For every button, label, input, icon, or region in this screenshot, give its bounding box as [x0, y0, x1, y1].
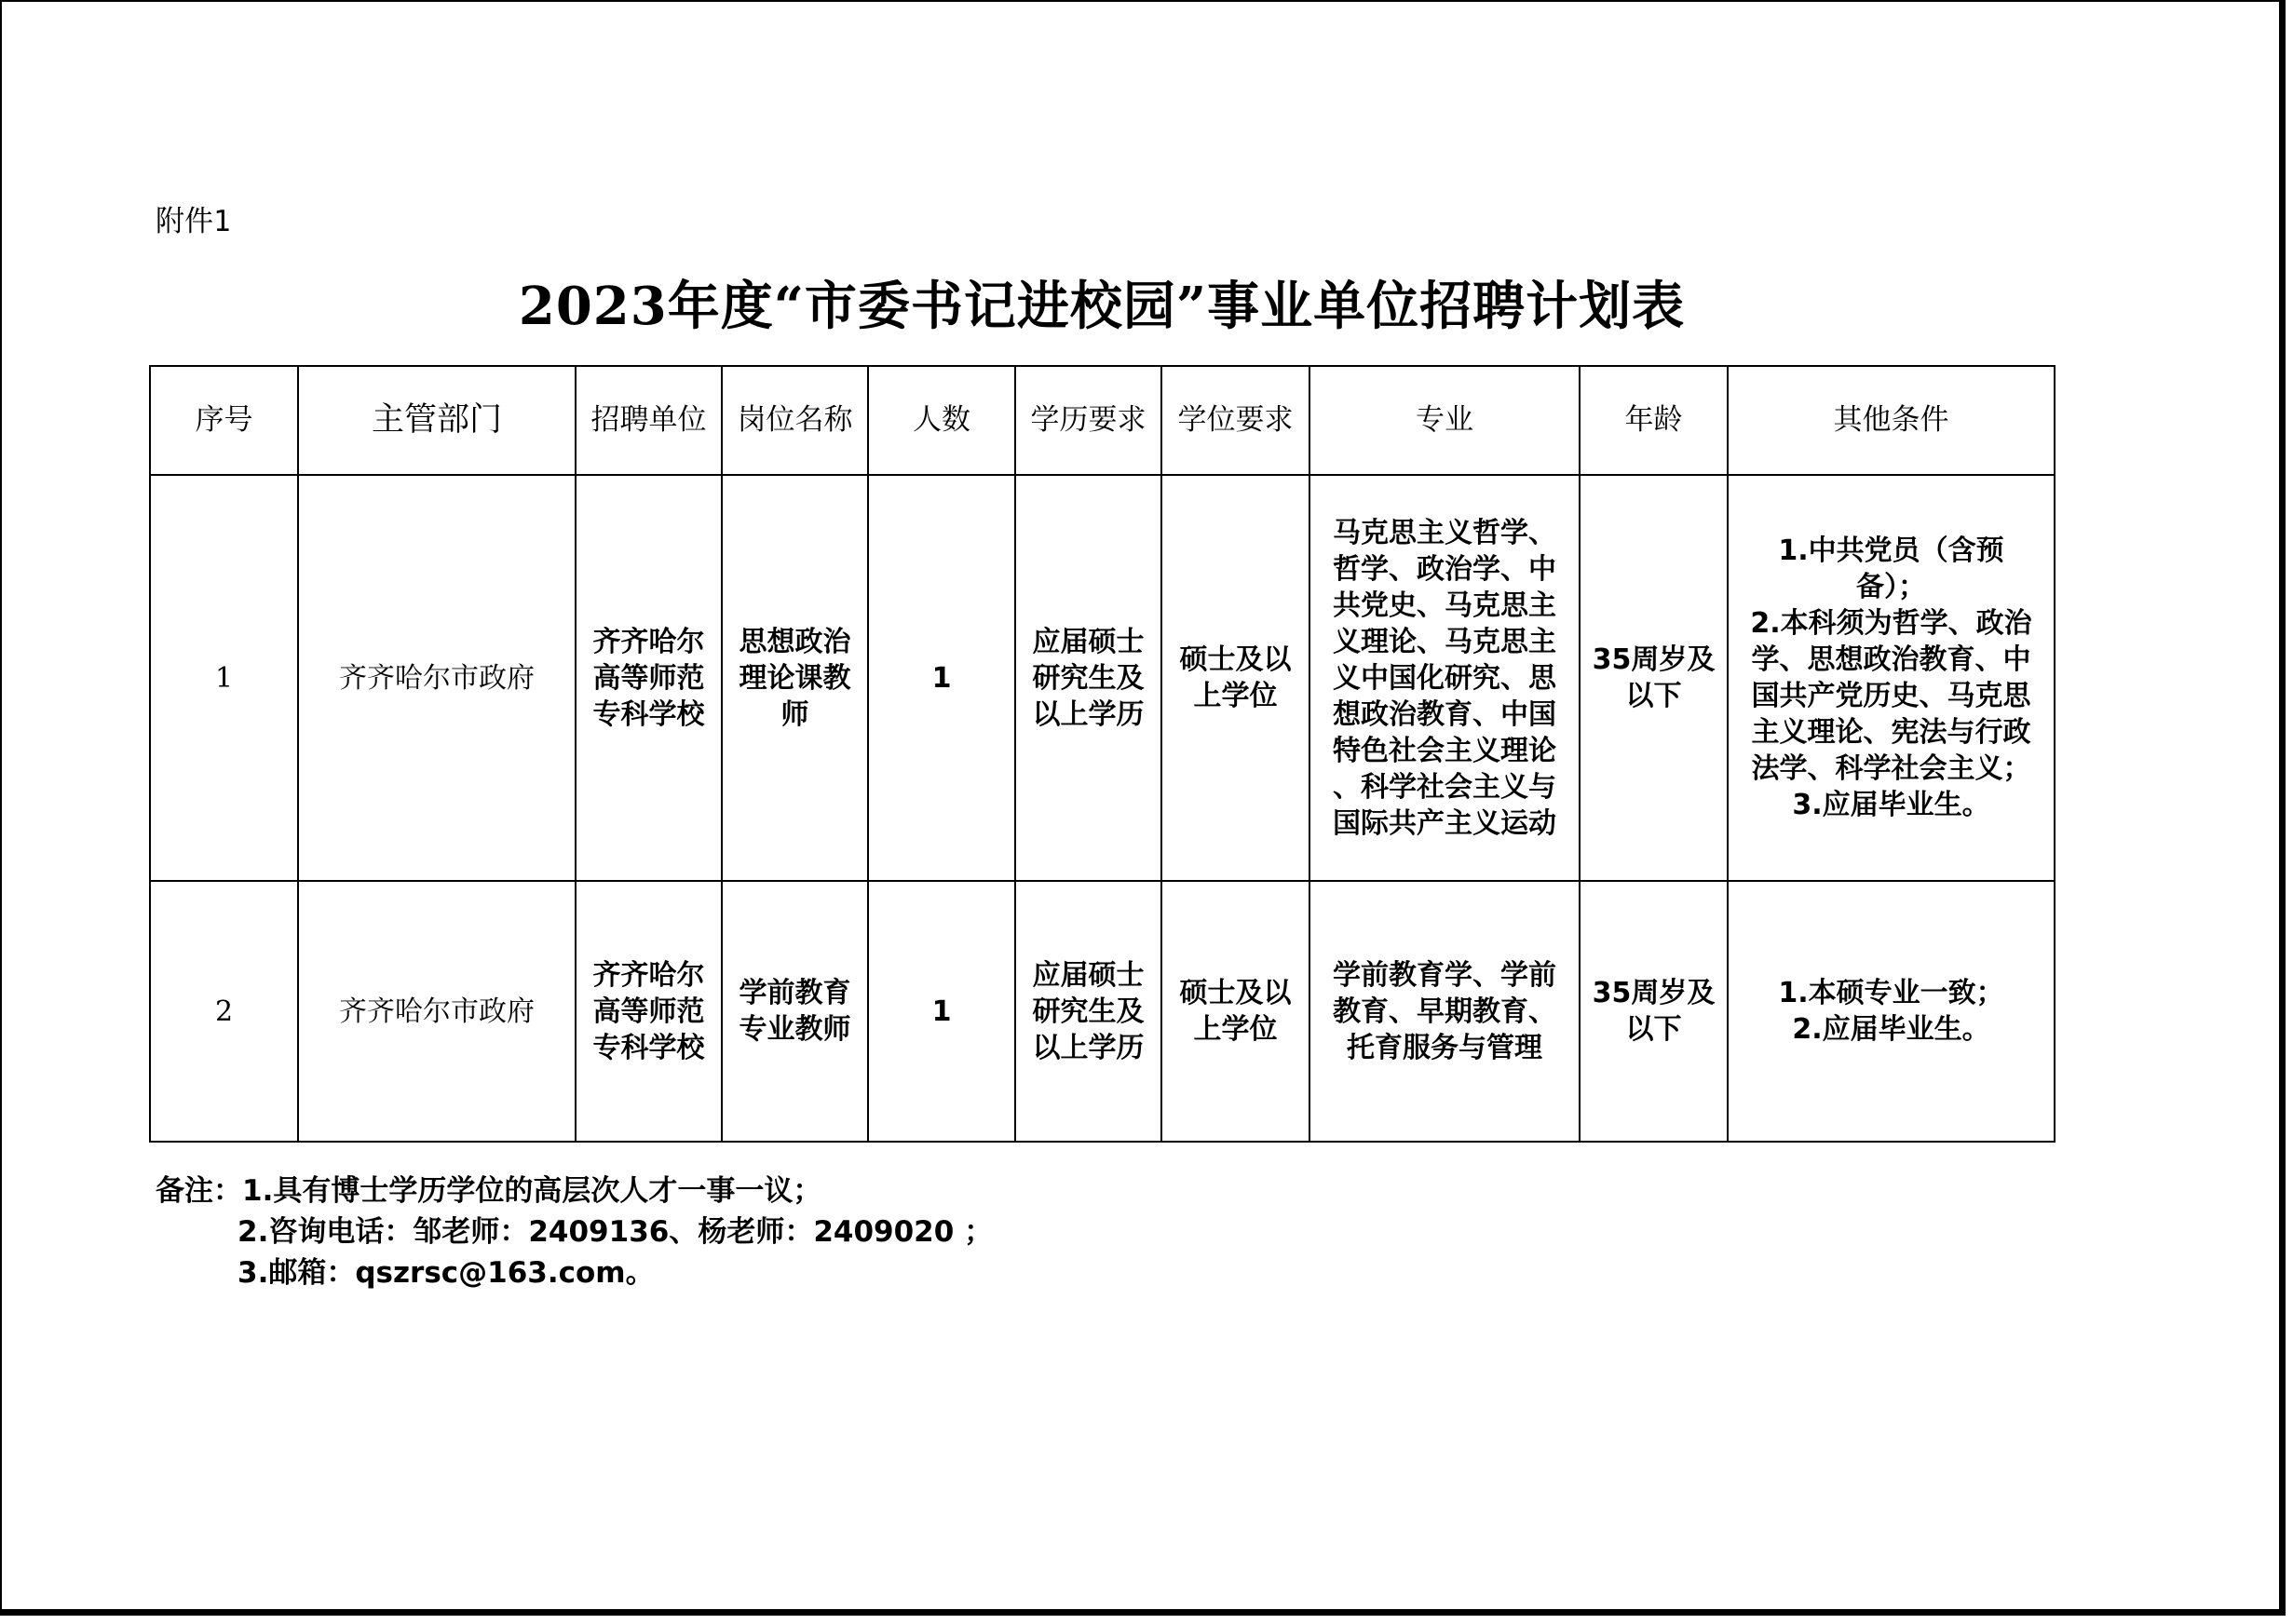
age-line: 35周岁及	[1592, 643, 1716, 676]
degree-cell	[1161, 881, 1309, 1142]
attachment-label: 附件1	[156, 205, 231, 238]
note-line	[156, 1171, 993, 1211]
major-line: 义中国化研究、思	[1333, 661, 1556, 695]
unit-line: 专科学校	[592, 697, 705, 731]
major-line: 共党史、马克思主	[1333, 589, 1556, 622]
header-cell: 学位要求	[1161, 366, 1309, 475]
education-line: 以上学历	[1032, 1031, 1145, 1064]
education-line: 研究生及	[1032, 661, 1145, 695]
position-cell	[722, 881, 868, 1142]
condition-line: 主义理论、宪法与行政	[1751, 716, 2031, 749]
degree-line: 上学位	[1193, 680, 1278, 712]
department-cell: 齐齐哈尔市政府	[298, 881, 576, 1142]
condition-line: 3.应届毕业生。	[1792, 789, 1990, 821]
unit-line: 高等师范	[592, 995, 705, 1028]
condition-line: 2.应届毕业生。	[1792, 1013, 1990, 1046]
condition-line: 国共产党历史、马克思	[1751, 680, 2031, 712]
condition-line: 1.本硕专业一致；	[1778, 977, 2004, 1009]
education-cell	[1015, 475, 1161, 881]
degree-line: 上学位	[1193, 1013, 1278, 1046]
header-cell: 岗位名称	[722, 366, 868, 475]
condition-line: 备）；	[1856, 571, 1926, 603]
position-line: 思想政治	[739, 625, 851, 658]
unit-cell	[576, 881, 722, 1142]
unit-line: 高等师范	[592, 661, 705, 695]
table-row	[150, 475, 2055, 881]
notes-prefix: 备注：	[156, 1174, 242, 1208]
unit-cell	[576, 475, 722, 881]
notes-section	[156, 1171, 993, 1293]
note-item: 1.具有博士学历学位的高层次人才一事一议；	[242, 1174, 822, 1208]
degree-cell	[1161, 475, 1309, 881]
header-cell: 招聘单位	[576, 366, 722, 475]
condition-line: 1.中共党员（含预	[1778, 535, 2004, 567]
condition-line: 法学、科学社会主义；	[1751, 752, 2031, 785]
row-index: 1	[150, 475, 298, 881]
major-line: 托育服务与管理	[1347, 1031, 1542, 1064]
header-cell: 学历要求	[1015, 366, 1161, 475]
table-row	[150, 881, 2055, 1142]
education-cell	[1015, 881, 1161, 1142]
header-cell: 人数	[868, 366, 1015, 475]
age-line: 35周岁及	[1592, 977, 1716, 1009]
condition-line: 学、思想政治教育、中	[1751, 643, 2031, 676]
recruitment-plan-table	[149, 365, 2056, 1143]
age-line: 以下	[1625, 680, 1682, 712]
position-line: 师	[780, 697, 809, 731]
header-cell: 其他条件	[1728, 366, 2055, 475]
position-cell	[722, 475, 868, 881]
header-cell: 专业	[1309, 366, 1580, 475]
major-line: 特色社会主义理论	[1333, 734, 1556, 767]
other-conditions-cell	[1728, 475, 2055, 881]
note-item: 3.邮箱：qszrsc@163.com。	[237, 1256, 655, 1290]
other-conditions-cell	[1728, 881, 2055, 1142]
major-line: 、科学社会主义与	[1333, 770, 1556, 804]
header-cell: 序号	[150, 366, 298, 475]
major-line: 马克思主义哲学、	[1333, 516, 1556, 549]
age-cell	[1580, 475, 1728, 881]
position-line: 专业教师	[739, 1013, 851, 1046]
unit-line: 齐齐哈尔	[592, 625, 705, 658]
position-line: 理论课教	[739, 661, 851, 695]
major-cell	[1309, 475, 1580, 881]
education-line: 应届硕士	[1032, 625, 1145, 658]
major-line: 义理论、马克思主	[1333, 625, 1556, 658]
header-cell: 主管部门	[298, 366, 576, 475]
position-line: 学前教育	[739, 977, 851, 1009]
major-line: 想政治教育、中国	[1333, 697, 1556, 731]
department-cell: 齐齐哈尔市政府	[298, 475, 576, 881]
degree-line: 硕士及以	[1179, 643, 1292, 676]
major-line: 教育、早期教育、	[1333, 995, 1556, 1028]
major-cell	[1309, 881, 1580, 1142]
age-cell	[1580, 881, 1728, 1142]
major-line: 学前教育学、学前	[1333, 958, 1556, 992]
note-item: 2.咨询电话：邹老师：2409136、杨老师：2409020 ；	[237, 1215, 994, 1249]
row-index: 2	[150, 881, 298, 1142]
document-title: 2023年度“市委书记进校园”事业单位招聘计划表	[518, 276, 1686, 337]
unit-line: 齐齐哈尔	[592, 958, 705, 992]
degree-line: 硕士及以	[1179, 977, 1292, 1009]
unit-line: 专科学校	[592, 1031, 705, 1064]
education-line: 研究生及	[1032, 995, 1145, 1028]
age-line: 以下	[1625, 1013, 1682, 1046]
count-cell: 1	[868, 475, 1015, 881]
major-line: 国际共产主义运动	[1333, 806, 1556, 840]
condition-line: 2.本科须为哲学、政治	[1750, 607, 2032, 640]
education-line: 以上学历	[1032, 697, 1145, 731]
major-line: 哲学、政治学、中	[1333, 552, 1556, 586]
table-header-row	[150, 366, 2055, 475]
education-line: 应届硕士	[1032, 958, 1145, 992]
header-cell: 年龄	[1580, 366, 1728, 475]
count-cell: 1	[868, 881, 1015, 1142]
